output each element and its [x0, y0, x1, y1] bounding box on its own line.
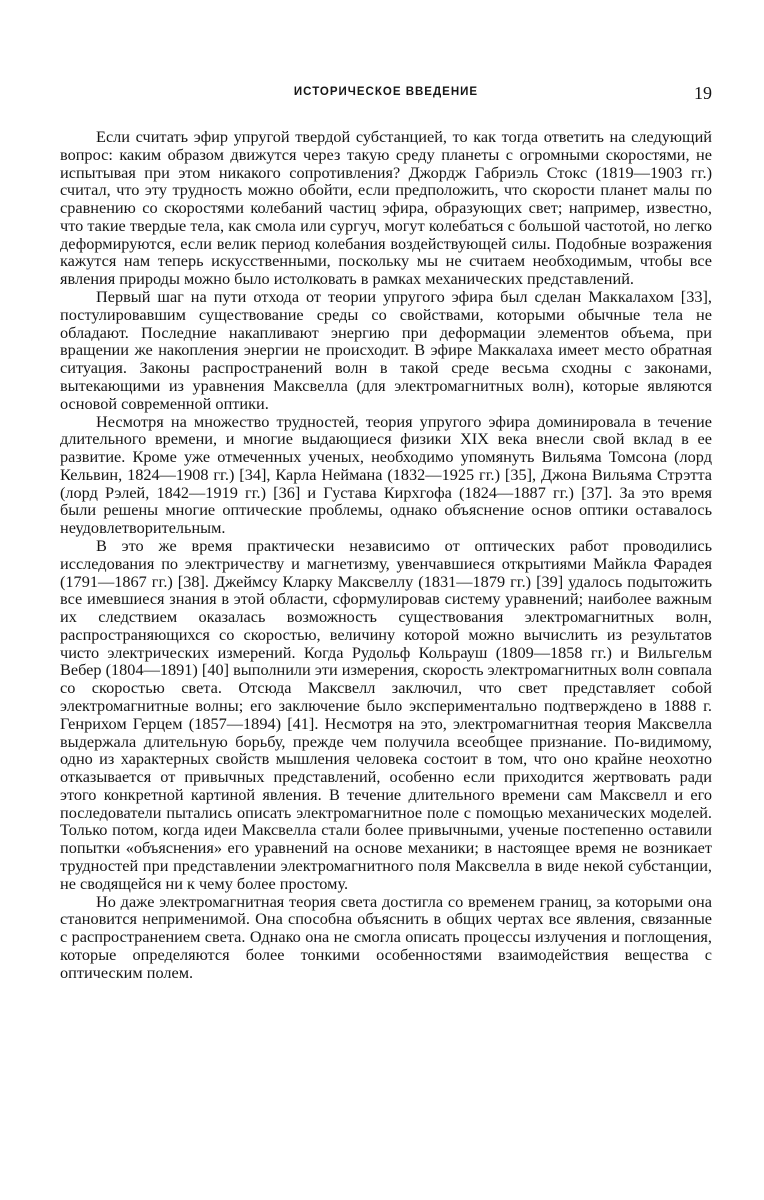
page-number: 19 — [694, 83, 712, 103]
paragraph: Но даже электромагнитная теория света достигла со временем границ, за которыми она становится неприменимой. Она способна объяснить в общих чертах все явления, связанные с распространением света. Однако она не смогла описать процессы излучения и поглощения, которые определяются более тонкими особенностями взаимодействия вещества с оптическим полем. — [60, 891, 712, 982]
paragraph: Первый шаг на пути отхода от теории упругого эфира был сделан Маккалахом [33], постулировавшим существование среды со свойствами, которыми обычные тела не обладают. Последние накапливают энергию при деформации элементов объема, при вращении же накопления энергии не происходит. В эфире Маккалаха имеет место обратная ситуация. Законы распространений волн в такой среде весьма сходны с законами, вытекающими из уравнения Максвелла (для электромагнитных волн), которые являются основой современной оптики. — [60, 287, 712, 413]
paragraph: В это же время практически независимо от оптических работ проводились исследования по электричеству и магнетизму, увенчавшиеся открытиями Майкла Фарадея (1791—1867 гг.) [38]. Джеймсу Кларку Максвеллу (1831—1879 гг.) [39] удалось подытожить все имевшиеся знания в этой области, сформулировав систему уравнений; наиболее важным их следствием оказалась возможность существования электромагнитных волн, распространяющихся со скоростью, величину которой можно вычислить из результатов чисто электрических измерений. Когда Рудольф Кольрауш (1809—1858 гг.) и Вильгельм Вебер (1804—1891) [40] выполнили эти измерения, скорость электромагнитных волн совпала со скоростью света. Отсюда Максвелл заключил, что свет представляет собой электромагнитные волны; его заключение было экспериментально подтверждено в 1888 г. Генрихом Герцем (1857—1894) [41]. Несмотря на это, электромагнитная теория Максвелла выдержала длительную борьбу, прежде чем получила всеобщее признание. По-видимому, одно из характерных свойств мышления человека состоит в том, что оно крайне неохотно отказывается от привычных представлений, особенно если приходится жертвовать ради этого конкретной картиной явления. В течение длительного времени сам Максвелл и его последователи пытались описать электромагнитное поле с помощью механических моделей. Только потом, когда идеи Максвелла стали более привычными, ученые постепенно оставили попытки «объяснения» его уравнений на основе механики; в настоящее время не возникает трудностей при представлении электромагнитного поля Максвелла в виде некой субстанции, не сводящейся ни к чему более простому. — [60, 535, 712, 893]
body-text — [60, 128, 712, 982]
running-head — [60, 83, 712, 108]
running-title: ИСТОРИЧЕСКОЕ ВВЕДЕНИЕ — [293, 86, 479, 98]
paragraph: Несмотря на множество трудностей, теория упругого эфира доминировала в течение длительного времени, и многие выдающиеся физики XIX века внесли свой вклад в ее развитие. Кроме уже отмеченных ученых, необходимо упомянуть Вильяма Томсона (лорд Кельвин, 1824—1908 гг.) [34], Карла Неймана (1832—1925 гг.) [35], Джона Вильяма Стрэтта (лорд Рэлей, 1842—1919 гг.) [36] и Густава Кирхгофа (1824—1887 гг.) [37]. За это время были решены многие оптические проблемы, однако объяснение основ оптики оставалось неудовлетворительным. — [60, 411, 712, 538]
paragraph: Если считать эфир упругой твердой субстанцией, то как тогда ответить на следующий вопрос: каким образом движутся через такую среду планеты с огромными скоростями, не испытывая при этом никакого сопротивления? Джордж Габриэль Стокс (1819—1903 гг.) считал, что эту трудность можно обойти, если предположить, что скорости планет малы по сравнению со скоростями колебаний частиц эфира, образующих свет; например, известно, что такие твердые тела, как смола или сургуч, могут колебаться с большой частотой, но легко деформируются, если велик период колебания воздействующей силы. Подобные возражения кажутся нам теперь искусственными, поскольку мы не считаем необходимым, чтобы все явления природы можно было истолковать в рамках механических представлений. — [60, 127, 712, 289]
